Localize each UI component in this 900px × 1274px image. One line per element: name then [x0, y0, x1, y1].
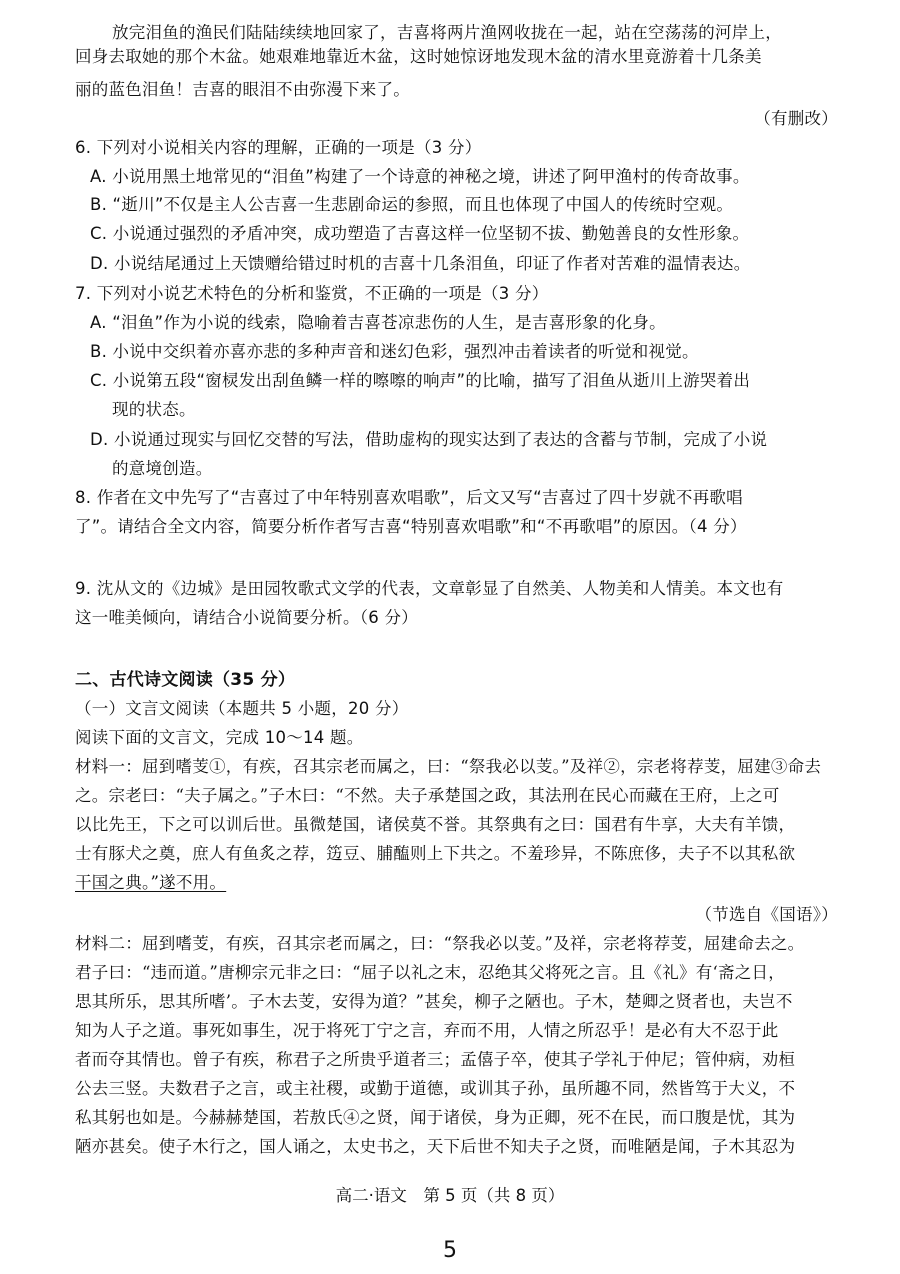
material2-line-6: 公去三竖。夫数君子之言，或主社稷，或勤于道德，或训其子孙，虽所趣不同，然皆笃于大义，不 — [75, 1079, 796, 1098]
material1-line-4: 士有豚犬之奠，庶人有鱼炙之荐，笾豆、脯醢则上下共之。不羞珍异，不陈庶侈，夫子不以其私欲 — [75, 844, 796, 863]
material2-line-2: 君子曰：“违而道。”唐柳宗元非之曰：“屈子以礼之末，忍绝其父将死之言。且《礼》有‘斋之日， — [75, 963, 786, 982]
material2-line-5: 者而夺其情也。曾子有疾，称君子之所贵乎道者三；孟僖子卒，使其子学礼于仲尼；管仲病，劝桓 — [75, 1050, 796, 1069]
q7-stem: 7. 下列对小说艺术特色的分析和鉴赏，不正确的一项是（3 分） — [75, 284, 549, 303]
page-number: 5 — [443, 1238, 457, 1263]
q7-option-d-cont: 的意境创造。 — [112, 459, 213, 478]
page-footer: 高二·语文 第 5 页（共 8 页） — [335, 1186, 565, 1205]
q7-option-b: B. 小说中交织着亦喜亦悲的多种声音和迷幻色彩，强烈冲击着读者的听觉和视觉。 — [90, 342, 699, 361]
section2-subtitle: （一）文言文阅读（本题共 5 小题，20 分） — [75, 699, 409, 718]
material1-source: （节选自《国语》） — [695, 905, 838, 924]
section2-instruction: 阅读下面的文言文，完成 10～14 题。 — [75, 728, 364, 747]
q8-line-1: 8. 作者在文中先写了“吉喜过了中年特别喜欢唱歌”，后文又写“吉喜过了四十岁就不再歌唱 — [75, 488, 743, 507]
q8-line-2: 了”。请结合全文内容，简要分析作者写吉喜“特别喜欢唱歌”和“不再歌唱”的原因。（4 分） — [75, 517, 747, 536]
q6-option-a: A. 小说用黑土地常见的“泪鱼”构建了一个诗意的神秘之境，讲述了阿甲渔村的传奇故事。 — [90, 167, 750, 186]
story-note: （有删改） — [754, 109, 838, 128]
material2-line-3: 思其所乐，思其所嗜’。子木去芰，安得为道？”甚矣，柳子之陋也。子木，楚卿之贤者也，夫岂不 — [75, 992, 793, 1011]
story-line-3: 丽的蓝色泪鱼！吉喜的眼泪不由弥漫下来了。 — [75, 80, 410, 99]
material1-line-1: 材料一：屈到嗜芰①，有疾，召其宗老而属之，曰：“祭我必以芰。”及祥②，宗老将荐芰，屈建③命去 — [75, 757, 822, 776]
q9-line-1: 9. 沈从文的《边城》是田园牧歌式文学的代表，文章彰显了自然美、人物美和人情美。本文也有 — [75, 579, 784, 598]
material2-line-4: 知为人子之道。事死如事生，况于将死丁宁之言，弃而不用，人情之所忍乎！是必有大不忍于此 — [75, 1021, 779, 1040]
q6-option-c: C. 小说通过强烈的矛盾冲突，成功塑造了吉喜这样一位坚韧不拔、勤勉善良的女性形象。 — [90, 224, 750, 243]
material1-line-3: 以比先王，下之可以训后世。虽微楚国，诸侯莫不誉。其祭典有之曰：国君有牛享，大夫有羊馈， — [75, 815, 796, 834]
material2-line-8: 陋亦甚矣。使子木行之，国人诵之，太史书之，天下后世不知夫子之贤，而唯陋是闻，子木其忍为 — [75, 1137, 796, 1156]
section2-title: 二、古代诗文阅读（35 分） — [75, 670, 296, 690]
material1-underlined-line: 干国之典。”遂不用。 — [75, 873, 227, 892]
q7-option-c: C. 小说第五段“窗棂发出刮鱼鳞一样的嚓嚓的响声”的比喻，描写了泪鱼从逝川上游哭着出 — [90, 371, 751, 390]
q6-option-d: D. 小说结尾通过上天馈赠给错过时机的吉喜十几条泪鱼，印证了作者对苦难的温情表达。 — [90, 254, 751, 273]
story-line-2: 回身去取她的那个木盆。她艰难地靠近木盆，这时她惊讶地发现木盆的清水里竟游着十几条美 — [75, 47, 762, 66]
material2-line-1: 材料二：屈到嗜芰，有疾，召其宗老而属之，曰：“祭我必以芰。”及祥，宗老将荐芰，屈建命去之。 — [75, 934, 805, 953]
q6-stem: 6. 下列对小说相关内容的理解，正确的一项是（3 分） — [75, 138, 482, 157]
material1-line-2: 之。宗老曰：“夫子属之。”子木曰：“不然。夫子承楚国之政，其法刑在民心而藏在王府，上之可 — [75, 786, 780, 805]
q6-option-b: B. “逝川”不仅是主人公吉喜一生悲剧命运的参照，而且也体现了中国人的传统时空观。 — [90, 195, 734, 214]
q9-line-2: 这一唯美倾向，请结合小说简要分析。（6 分） — [75, 608, 418, 627]
q7-option-a: A. “泪鱼”作为小说的线索，隐喻着吉喜苍凉悲伤的人生，是吉喜形象的化身。 — [90, 313, 666, 332]
story-line-1: 放完泪鱼的渔民们陆陆续续地回家了，吉喜将两片渔网收拢在一起，站在空荡荡的河岸上， — [112, 23, 782, 42]
q7-option-d: D. 小说通过现实与回忆交替的写法，借助虚构的现实达到了表达的含蓄与节制，完成了小说 — [90, 430, 768, 449]
q7-option-c-cont: 现的状态。 — [112, 400, 196, 419]
material2-line-7: 私其躬也如是。今赫赫楚国，若敖氏④之贤，闻于诸侯，身为正卿，死不在民，而口腹是忧，其为 — [75, 1108, 796, 1127]
